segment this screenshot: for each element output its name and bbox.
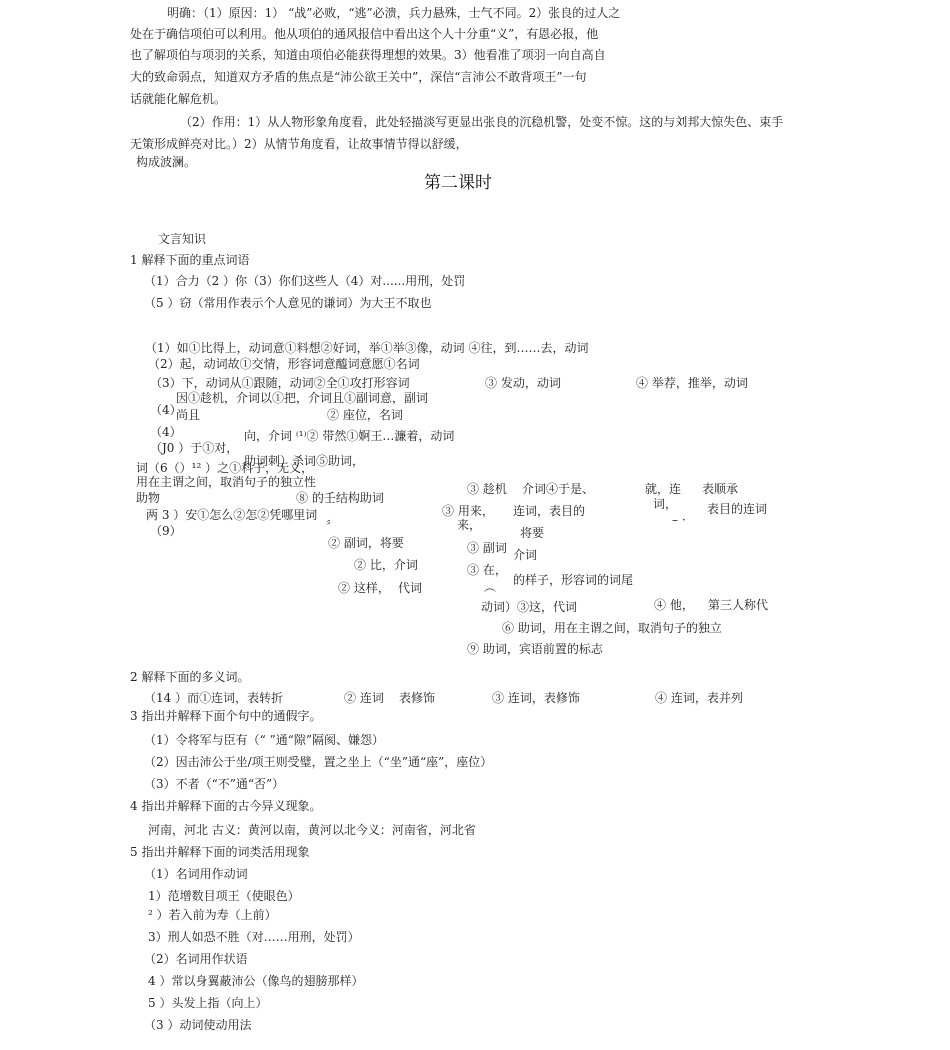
fragment: ③ 用来， bbox=[442, 504, 494, 518]
answer-line: （5 ）窃（常用作表示个人意见的谦词）为大王不取也 bbox=[144, 296, 432, 310]
question-title: 4 指出并解释下面的古今异义现象。 bbox=[130, 799, 322, 813]
answer-line: （1）令将军与臣有（“ ”通“隙”隔阂、嫌怨） bbox=[144, 733, 384, 747]
fragment: （2）起，动词故①交情，形容词意醯词意愿①名词 bbox=[148, 357, 420, 371]
answer-line: （2）作用：1）从人物形象角度看，此处轻描淡写更显出张良的沉稳机警，处变不惊。这的与刘邦大惊失色、束手 bbox=[180, 115, 784, 129]
fragment: （4） bbox=[150, 403, 182, 417]
fragment: ② 比，介词 bbox=[354, 558, 418, 572]
fragment: ③ 发动，动词 bbox=[485, 376, 561, 390]
page-heading: 第二课时 bbox=[424, 173, 492, 193]
answer-line: （1）名词用作动词 bbox=[144, 867, 248, 881]
fragment: （9） bbox=[150, 524, 182, 538]
fragment: 就，连 bbox=[645, 482, 682, 496]
answer-line: 明确：（1）原因：1） “战”必败，“逃”必溃，兵力悬殊，士气不同。2）张良的过人之 bbox=[167, 6, 621, 20]
question-title: 5 指出并解释下面的词类活用现象 bbox=[130, 845, 310, 859]
answer-line: 大的致命弱点，知道双方矛盾的焦点是“沛公欲王关中”，深信“言沛公不敢背项王”一句 bbox=[130, 70, 587, 84]
section-title: 文言知识 bbox=[158, 232, 207, 246]
fragment: 因①趁机，介词以①把，介词且①副词意，副词 bbox=[176, 391, 429, 405]
answer-line: 河南，河北 古义：黄河以南，黄河以北今义：河南省，河北省 bbox=[148, 823, 476, 837]
answer-line: （1）合力（2 ）你（3）你们这些人（4）对......用刑，处罚 bbox=[144, 274, 466, 288]
fragment: 表目的连词 bbox=[707, 502, 768, 516]
fragment: 词（6（）¹² ）之①科子，无义， bbox=[136, 461, 314, 475]
fragment: ② 座位，名词 bbox=[327, 408, 403, 422]
fragment: 代词 bbox=[398, 581, 423, 595]
answer-line: （3）不者（“不”通“否”） bbox=[144, 777, 285, 791]
fragment: ② 副词，将要 bbox=[328, 536, 404, 550]
fragment: 第三人称代 bbox=[708, 598, 769, 612]
fragment: 〞 bbox=[326, 519, 339, 533]
answer-line: 3）刑人如恐不胜（对……用刑，处罚） bbox=[148, 930, 360, 944]
answer-line: ② 连词 bbox=[344, 691, 384, 705]
answer-line: ² ）若入前为寿（上前） bbox=[148, 908, 277, 922]
answer-line: 话就能化解危机。 bbox=[130, 92, 227, 106]
answer-line: 4 ）常以身翼蔽沛公（像鸟的翅膀那样） bbox=[148, 974, 364, 988]
answer-line: ④ 连词，表并列 bbox=[655, 691, 743, 705]
fragment: ④ 他， bbox=[654, 598, 694, 612]
answer-line: （14 ）而①连词，表转折 bbox=[144, 691, 284, 705]
answer-line: ③ 连词，表修饰 bbox=[492, 691, 580, 705]
question-title: 3 指出并解释下面个句中的通假字。 bbox=[130, 709, 322, 723]
fragment: – · bbox=[672, 513, 686, 527]
fragment: ④ 举荐，推举，动词 bbox=[636, 376, 748, 390]
fragment: 尚且 bbox=[176, 408, 201, 422]
answer-line: 构成波澜。 bbox=[136, 155, 197, 169]
answer-line: 也了解项伯与项羽的关系，知道由项伯必能获得理想的效果。3）他看准了项羽一向自高自 bbox=[130, 48, 606, 62]
answer-line: 无策形成鲜亮对比。）2）从情节角度看，让故事情节得以舒缓， bbox=[130, 137, 468, 151]
fragment: ② 这样， bbox=[338, 581, 390, 595]
fragment: （4） bbox=[150, 425, 182, 439]
fragment: 两 3 ）安①怎么②怎②凭哪里词 bbox=[146, 508, 318, 522]
fragment: 向，介词 ⁽¹⁾② 带然①婀王…濂着，动词 bbox=[244, 429, 455, 443]
fragment: 将要 bbox=[520, 526, 545, 540]
answer-line: 处在于确信项伯可以利用。他从项伯的通风报信中看出这个人十分重“义”，有恩必报，他 bbox=[130, 27, 599, 41]
answer-line: （3 ）动词使动用法 bbox=[144, 1018, 252, 1032]
fragment: 连词，表目的 bbox=[513, 504, 586, 518]
fragment: ⑥ 助词，用在主谓之间，取消句子的独立 bbox=[502, 621, 722, 635]
fragment: ⑧ 的壬结构助词 bbox=[296, 491, 384, 505]
fragment: 介词④于是、 bbox=[522, 482, 595, 496]
fragment: ⑨ 助词，宾语前置的标志 bbox=[467, 642, 603, 656]
fragment: 介词 bbox=[513, 548, 538, 562]
fragment: ③ 趁机 bbox=[467, 482, 507, 496]
answer-line: 5 ）头发上指（向上） bbox=[148, 996, 268, 1010]
fragment: ︵ bbox=[484, 580, 497, 594]
fragment: 助物 bbox=[136, 491, 161, 505]
fragment: ③ 在， bbox=[467, 563, 507, 577]
fragment: 动词）③这，代词 bbox=[481, 600, 578, 614]
fragment: ③ 副词 bbox=[467, 541, 507, 555]
question-title: 2 解释下面的多义词。 bbox=[130, 670, 250, 684]
fragment: 助词刺）杀词⑤助词， bbox=[244, 454, 365, 468]
fragment: 表顺承 bbox=[702, 482, 739, 496]
answer-line: （2）因击沛公于坐/项王则受璧，置之坐上（“坐”通“座”，座位） bbox=[144, 755, 493, 769]
fragment: 用在主谓之间，取消句子的独立性 bbox=[136, 475, 317, 489]
answer-line: 1）范增数目项王（使眼色） bbox=[148, 889, 300, 903]
fragment: 词， bbox=[653, 497, 678, 511]
question-title: 1 解释下面的重点词语 bbox=[130, 253, 250, 267]
fragment: 的样子，形容词的词尾 bbox=[513, 573, 634, 587]
answer-line: （2）名词用作状语 bbox=[144, 952, 248, 966]
fragment: （J0 ）于①对， bbox=[150, 441, 239, 455]
fragment: 来， bbox=[457, 518, 482, 532]
fragment: （1）如①比得上，动词意①料想②好词，举①举③像，动词 ④往，到……去，动词 bbox=[145, 341, 589, 355]
answer-line: 表修饰 bbox=[399, 691, 436, 705]
fragment: （3）下，动词从①跟随，动词②全①攻打形容词 bbox=[150, 376, 410, 390]
